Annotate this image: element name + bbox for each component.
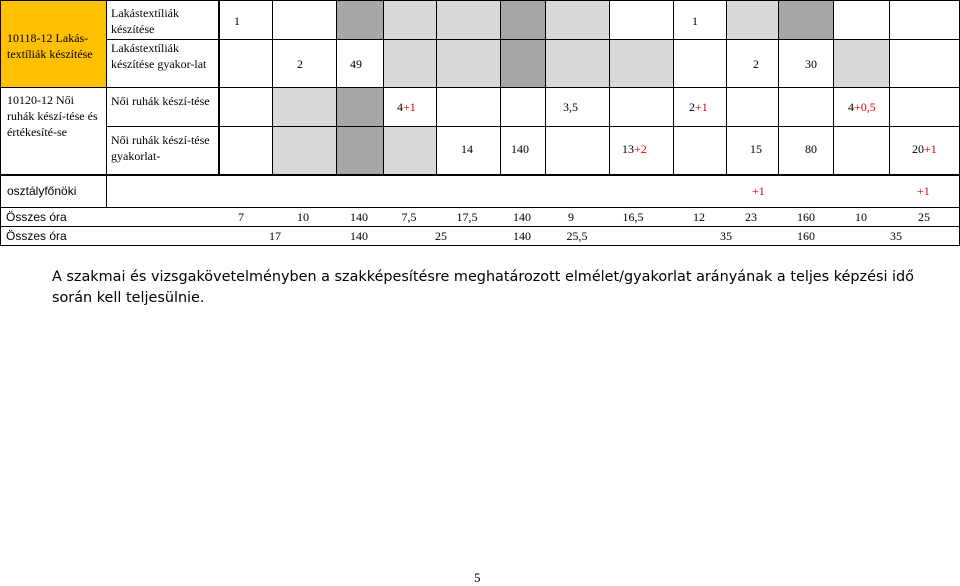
total-value: 160 [797, 229, 815, 243]
total-row-2 [0, 226, 960, 246]
total-value: 25 [918, 210, 930, 224]
total-value: 16,5 [622, 210, 644, 224]
total-value: 17 [269, 229, 281, 243]
value-cell: 4+0,5 [848, 100, 876, 114]
total-value: 10 [297, 210, 309, 224]
subject-cell-2 [106, 39, 219, 88]
value-cell: 2+1 [689, 100, 708, 114]
total-value: 140 [513, 229, 531, 243]
total-value: 140 [350, 229, 368, 243]
value-cell: 1 [692, 14, 698, 28]
module-10118-label: 10118-12 Lakás-textíliák készítése [7, 31, 93, 61]
osztaly-values-cell [106, 175, 960, 208]
value-cell: 14 [461, 142, 473, 156]
value-cell: 80 [805, 142, 817, 156]
value-cell: 140 [511, 142, 529, 156]
subject-cell-4 [106, 126, 219, 175]
total-row-1-label: Összes óra [6, 210, 67, 224]
osztaly-label-cell [0, 175, 107, 208]
note-paragraph: A szakmai és vizsgakövetelményben a szakképesítésre meghatározott elmélet/gyakorlat arányának a teljes képzési idő során kell teljesülnie. [52, 269, 914, 306]
total-value: 25 [435, 229, 447, 243]
subject-cell-1 [106, 0, 219, 40]
total-value: 23 [745, 210, 757, 224]
total-value: 10 [855, 210, 867, 224]
total-value: 7,5 [401, 210, 417, 224]
total-value: 160 [797, 210, 815, 224]
value-cell: 4+1 [397, 100, 416, 114]
module-10118-cell [0, 0, 107, 88]
grid-line [219, 39, 960, 40]
total-value: 7 [238, 210, 244, 224]
value-cell: 15 [750, 142, 762, 156]
cell-bg [609, 0, 726, 40]
value-cell: 30 [805, 57, 817, 71]
module-10120-label: 10120-12 Női ruhák készí-tése és értékesíté-se [7, 93, 98, 139]
cell-bg [272, 39, 383, 88]
cell-bg [219, 39, 272, 88]
total-value: 140 [513, 210, 531, 224]
cell-bg [383, 87, 889, 127]
total-value: 25,5 [566, 229, 588, 243]
osztaly-value: +1 [917, 184, 930, 198]
total-value: 12 [693, 210, 705, 224]
grid-line [219, 126, 960, 127]
value-cell: 2 [297, 57, 303, 71]
value-cell: 13+2 [622, 142, 647, 156]
total-value: 35 [720, 229, 732, 243]
total-value: 17,5 [456, 210, 478, 224]
cell-bg [219, 126, 272, 175]
value-cell: 2 [753, 57, 759, 71]
cell-bg [436, 126, 889, 175]
subject-label: Lakástextíliák készítése gyakor-lat [111, 41, 207, 71]
subject-label: Női ruhák készí-tése gyakorlat- [111, 133, 210, 163]
total-row-2-label: Összes óra [6, 229, 67, 243]
cell-bg [219, 87, 272, 127]
total-value: 35 [890, 229, 902, 243]
value-cell: 1 [234, 14, 240, 28]
subject-label: Női ruhák készí-tése [111, 94, 210, 108]
osztaly-label: osztályfőnöki [7, 184, 77, 198]
value-cell: 3,5 [563, 100, 578, 114]
module-10120-cell [0, 87, 107, 175]
grid-line [219, 0, 960, 1]
value-cell: 49 [350, 57, 362, 71]
total-value: 9 [568, 210, 574, 224]
subject-label: Lakástextíliák készítése [111, 6, 179, 36]
value-cell: 20+1 [912, 142, 937, 156]
total-value: 140 [350, 210, 368, 224]
total-row-1 [0, 207, 960, 227]
page-number: 5 [474, 570, 481, 585]
grid-line [219, 87, 960, 88]
subject-cell-3 [106, 87, 219, 127]
cell-bg [833, 0, 889, 40]
osztaly-value: +1 [752, 184, 765, 198]
